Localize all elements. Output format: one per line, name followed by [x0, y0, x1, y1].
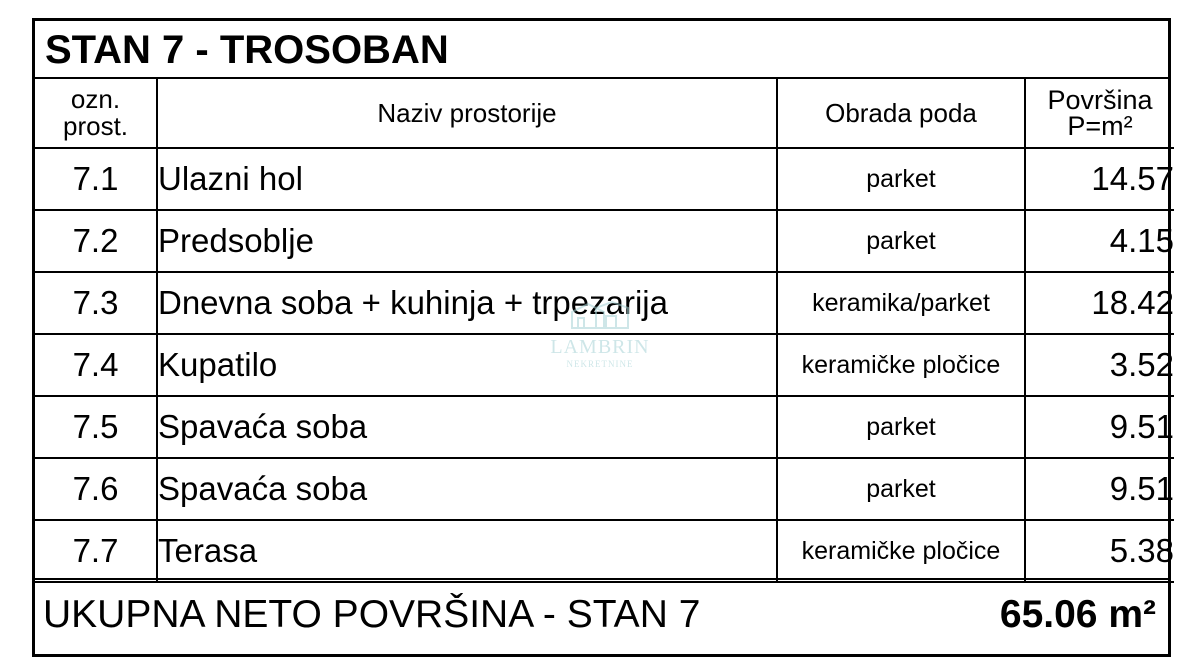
room-name-cell: Spavaća soba: [157, 396, 777, 458]
table-row: [35, 210, 1174, 272]
header-room-id: [35, 79, 157, 148]
room-id-cell: 7.2: [35, 210, 157, 272]
floor-finish-cell: keramika/parket: [777, 272, 1025, 334]
table-row: [35, 520, 1174, 582]
room-name-cell: Spavaća soba: [157, 458, 777, 520]
table-row: [35, 396, 1174, 458]
room-id-cell: 7.5: [35, 396, 157, 458]
room-name-cell: Predsoblje: [157, 210, 777, 272]
header-floor-finish: Obrada poda: [777, 79, 1025, 148]
area-cell: 4.15: [1025, 210, 1174, 272]
header-area-line1: Površina: [1047, 85, 1153, 115]
floor-finish-cell: keramičke pločice: [777, 520, 1025, 582]
header-room-name: Naziv prostorije: [157, 79, 777, 148]
room-id-cell: 7.1: [35, 148, 157, 210]
watermark-logo: [540, 298, 660, 369]
building-icon: [568, 298, 632, 330]
total-row: [35, 578, 1168, 654]
floor-finish-cell: parket: [777, 210, 1025, 272]
table-row: [35, 148, 1174, 210]
room-name-cell: Kupatilo: [157, 334, 777, 396]
area-cell: 14.57: [1025, 148, 1174, 210]
area-cell: 9.51: [1025, 458, 1174, 520]
room-id-cell: 7.7: [35, 520, 157, 582]
total-label: UKUPNA NETO POVRŠINA - STAN 7: [43, 593, 701, 636]
watermark-subtitle: NEKRETNINE: [566, 359, 634, 369]
total-value: 65.06 m²: [999, 593, 1156, 636]
table-row: [35, 458, 1174, 520]
header-room-id-line2: prost.: [62, 111, 129, 141]
floor-finish-cell: parket: [777, 396, 1025, 458]
room-id-cell: 7.4: [35, 334, 157, 396]
header-area: [1025, 79, 1174, 148]
header-room-id-line1: ozn.: [70, 84, 121, 114]
room-name-cell: Ulazni hol: [157, 148, 777, 210]
page-title: STAN 7 - TROSOBAN: [35, 21, 1168, 79]
area-cell: 5.38: [1025, 520, 1174, 582]
area-cell: 9.51: [1025, 396, 1174, 458]
watermark-brand: LAMBRIN: [550, 336, 650, 358]
area-cell: 18.42: [1025, 272, 1174, 334]
room-name-cell: Dnevna soba + kuhinja + trpezarija: [157, 272, 777, 334]
room-id-cell: 7.3: [35, 272, 157, 334]
room-id-cell: 7.6: [35, 458, 157, 520]
area-cell: 3.52: [1025, 334, 1174, 396]
floor-finish-cell: parket: [777, 458, 1025, 520]
table-header-row: [35, 79, 1174, 148]
floor-finish-cell: parket: [777, 148, 1025, 210]
header-area-line2: P=m²: [1067, 111, 1133, 141]
floor-finish-cell: keramičke pločice: [777, 334, 1025, 396]
room-name-cell: Terasa: [157, 520, 777, 582]
